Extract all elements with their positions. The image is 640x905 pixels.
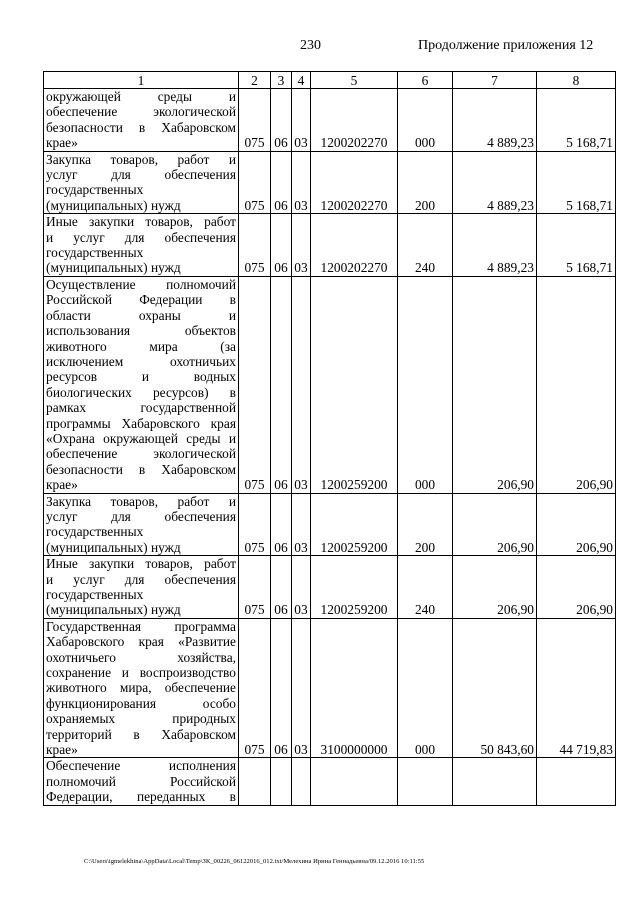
- row-description: [44, 151, 239, 214]
- description-line: Государственная программа: [46, 618, 236, 634]
- expense-type-cell: 200: [398, 493, 453, 556]
- description-line: (муниципальных) нужд: [46, 260, 181, 276]
- column-header: 7: [453, 72, 537, 89]
- table-row: [44, 214, 616, 277]
- expense-type-cell: 200: [398, 151, 453, 214]
- table-row: [44, 618, 616, 758]
- section-code-cell: 06: [271, 89, 292, 152]
- subsection-code-cell: 03: [292, 493, 311, 556]
- amount-cell: [537, 758, 616, 805]
- subsection-code-cell: [292, 758, 311, 805]
- description-line: и услуг для обеспечения: [46, 229, 236, 245]
- column-header: 8: [537, 72, 616, 89]
- description-line: (муниципальных) нужд: [46, 197, 181, 213]
- description-line: охотничьего хозяйства,: [46, 649, 236, 665]
- description-line: обеспечение экологической: [46, 104, 236, 120]
- subsection-code-cell: 03: [292, 618, 311, 758]
- column-header: 2: [239, 72, 271, 89]
- column-header: 4: [292, 72, 311, 89]
- description-line: Обеспечение исполнения: [46, 758, 236, 774]
- description-line: охраняемых природных: [46, 711, 236, 727]
- description-line: крае»: [46, 742, 78, 758]
- target-article-cell: 1200259200: [311, 493, 398, 556]
- description-line: животного мира (за: [46, 338, 236, 354]
- admin-code-cell: 075: [239, 618, 271, 758]
- description-line: государственных: [46, 182, 144, 198]
- target-article-cell: 1200202270: [311, 214, 398, 277]
- expense-type-cell: 240: [398, 556, 453, 619]
- target-article-cell: 1200202270: [311, 151, 398, 214]
- target-article-cell: 1200259200: [311, 556, 398, 619]
- row-description: [44, 556, 239, 619]
- row-description: [44, 89, 239, 152]
- continuation-heading: Продолжение приложения 12: [418, 38, 594, 53]
- footer-file-path: C:\Users\igmelekhina\AppData\Local\Temp\ЗК_00226_06122016_012.txt/Мелехина Ирина Геннадьевна/09.12.2016 10:11:55: [84, 858, 425, 865]
- description-line: Хабаровского края «Развитие: [46, 634, 236, 650]
- description-line: окружающей среды и: [46, 89, 236, 104]
- target-article-cell: 3100000000: [311, 618, 398, 758]
- amount-cell: 4 889,23: [453, 214, 537, 277]
- description-line: государственных: [46, 524, 144, 540]
- description-line: (муниципальных) нужд: [46, 539, 181, 555]
- section-code-cell: 06: [271, 618, 292, 758]
- table-row: [44, 276, 616, 493]
- amount-cell: 206,90: [537, 276, 616, 493]
- budget-table: [43, 71, 616, 806]
- page-number: 230: [300, 38, 321, 53]
- amount-cell: 5 168,71: [537, 151, 616, 214]
- expense-type-cell: 240: [398, 214, 453, 277]
- subsection-code-cell: 03: [292, 89, 311, 152]
- amount-cell: 206,90: [537, 493, 616, 556]
- table-row: [44, 493, 616, 556]
- admin-code-cell: 075: [239, 214, 271, 277]
- description-line: территорий в Хабаровском: [46, 726, 236, 742]
- expense-type-cell: 000: [398, 618, 453, 758]
- amount-cell: 206,90: [453, 556, 537, 619]
- description-line: функционирования особо: [46, 695, 236, 711]
- column-header: 6: [398, 72, 453, 89]
- section-code-cell: 06: [271, 276, 292, 493]
- row-description: [44, 276, 239, 493]
- admin-code-cell: 075: [239, 556, 271, 619]
- amount-cell: 206,90: [453, 276, 537, 493]
- section-code-cell: [271, 758, 292, 805]
- section-code-cell: 06: [271, 151, 292, 214]
- expense-type-cell: [398, 758, 453, 805]
- description-line: области охраны и: [46, 307, 236, 323]
- description-line: Иные закупки товаров, работ: [46, 214, 236, 230]
- target-article-cell: [311, 758, 398, 805]
- description-line: безопасности в Хабаровском: [46, 119, 236, 135]
- amount-cell: 4 889,23: [453, 151, 537, 214]
- description-line: Иные закупки товаров, работ: [46, 556, 236, 572]
- expense-type-cell: 000: [398, 276, 453, 493]
- table-row: [44, 758, 616, 805]
- description-line: услуг для обеспечения: [46, 167, 236, 183]
- section-code-cell: 06: [271, 493, 292, 556]
- description-line: Российской Федерации в: [46, 292, 236, 308]
- admin-code-cell: [239, 758, 271, 805]
- description-line: (муниципальных) нужд: [46, 602, 181, 618]
- subsection-code-cell: 03: [292, 151, 311, 214]
- admin-code-cell: 075: [239, 151, 271, 214]
- admin-code-cell: 075: [239, 493, 271, 556]
- column-header: 1: [44, 72, 239, 89]
- description-line: полномочий Российской: [46, 773, 236, 789]
- section-code-cell: 06: [271, 214, 292, 277]
- description-line: Закупка товаров, работ и: [46, 493, 236, 509]
- row-description: [44, 758, 239, 805]
- section-code-cell: 06: [271, 556, 292, 619]
- description-line: исключением охотничьих: [46, 353, 236, 369]
- row-description: [44, 493, 239, 556]
- table-row: [44, 556, 616, 619]
- subsection-code-cell: 03: [292, 214, 311, 277]
- description-line: сохранение и воспроизводство: [46, 665, 236, 681]
- description-line: обеспечение экологической: [46, 446, 236, 462]
- amount-cell: 5 168,71: [537, 89, 616, 152]
- target-article-cell: 1200259200: [311, 276, 398, 493]
- amount-cell: 50 843,60: [453, 618, 537, 758]
- description-line: рамках государственной: [46, 400, 236, 416]
- target-article-cell: 1200202270: [311, 89, 398, 152]
- description-line: использования объектов: [46, 323, 236, 339]
- description-line: государственных: [46, 245, 144, 261]
- description-line: Закупка товаров, работ и: [46, 151, 236, 167]
- description-line: и услуг для обеспечения: [46, 571, 236, 587]
- description-line: программы Хабаровского края: [46, 415, 236, 431]
- amount-cell: 4 889,23: [453, 89, 537, 152]
- description-line: биологических ресурсов) в: [46, 384, 236, 400]
- description-line: животного мира, обеспечение: [46, 680, 236, 696]
- amount-cell: [453, 758, 537, 805]
- description-line: Федерации, переданных в: [46, 789, 236, 805]
- amount-cell: 206,90: [453, 493, 537, 556]
- table-row: [44, 151, 616, 214]
- description-line: безопасности в Хабаровском: [46, 461, 236, 477]
- expense-type-cell: 000: [398, 89, 453, 152]
- description-line: крае»: [46, 135, 78, 151]
- subsection-code-cell: 03: [292, 276, 311, 493]
- table-row: [44, 89, 616, 152]
- description-line: государственных: [46, 587, 144, 602]
- admin-code-cell: 075: [239, 276, 271, 493]
- row-description: [44, 618, 239, 758]
- amount-cell: 5 168,71: [537, 214, 616, 277]
- description-line: Осуществление полномочий: [46, 276, 236, 292]
- description-line: услуг для обеспечения: [46, 508, 236, 524]
- admin-code-cell: 075: [239, 89, 271, 152]
- row-description: [44, 214, 239, 277]
- description-line: «Охрана окружающей среды и: [46, 430, 236, 446]
- amount-cell: 44 719,83: [537, 618, 616, 758]
- column-header: 5: [311, 72, 398, 89]
- column-header: 3: [271, 72, 292, 89]
- description-line: ресурсов и водных: [46, 369, 236, 385]
- table-header-row: [44, 72, 616, 89]
- description-line: крае»: [46, 477, 78, 493]
- amount-cell: 206,90: [537, 556, 616, 619]
- subsection-code-cell: 03: [292, 556, 311, 619]
